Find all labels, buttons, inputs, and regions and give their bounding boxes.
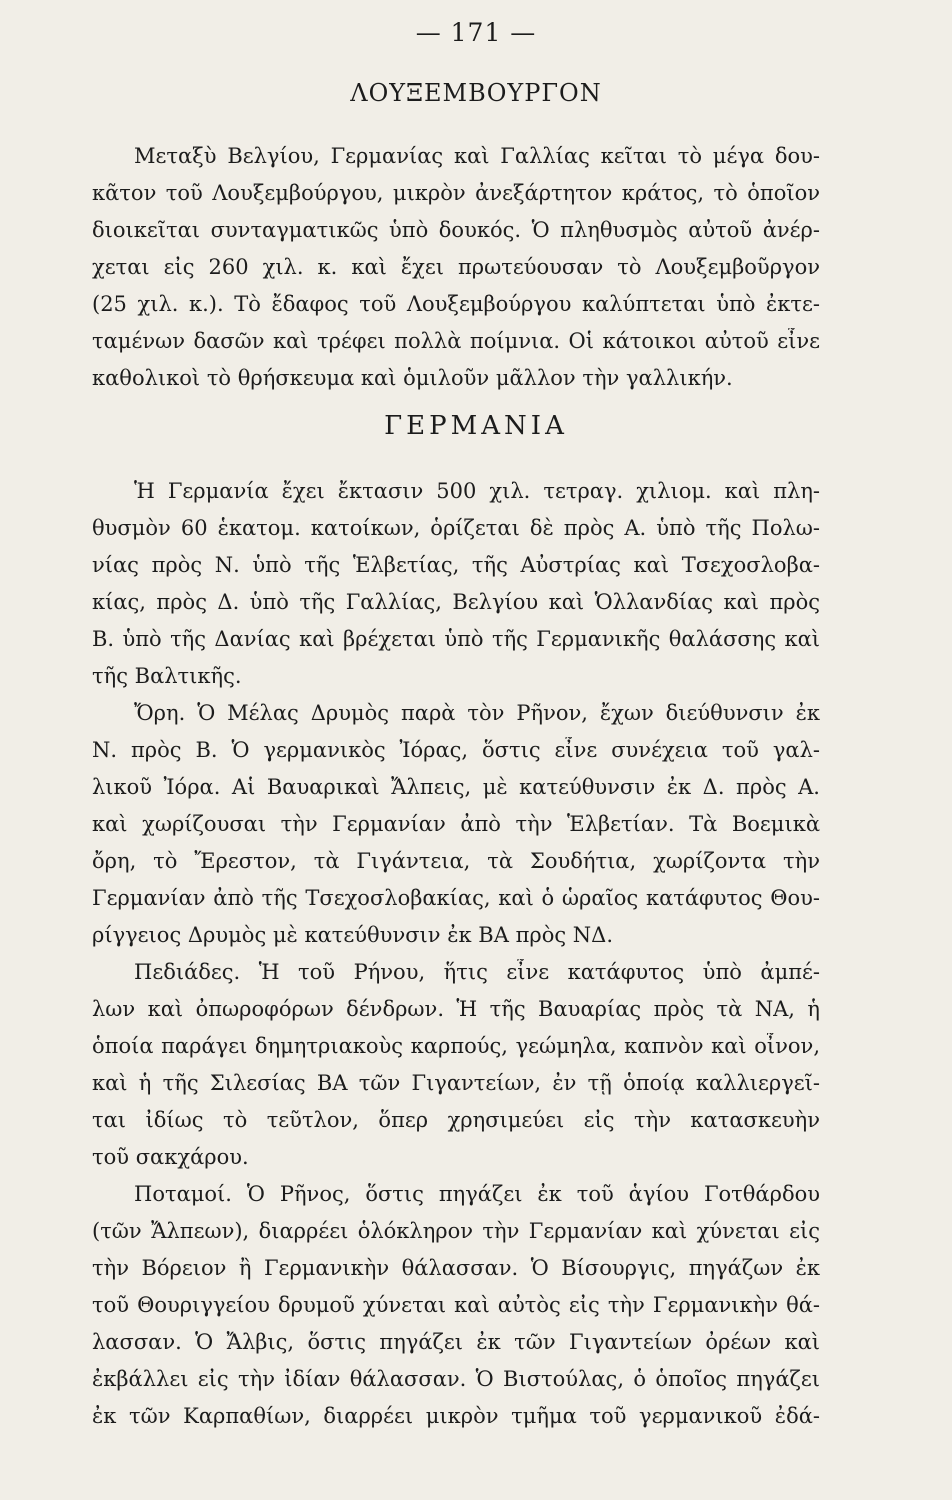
paragraph-line-ori: Ὄρη. Ὁ Μέλας Δρυμὸς παρὰ τὸν Ρῆνον, ἔχων διεύθυνσιν ἐκ xyxy=(134,701,820,725)
page-number: — 171 — xyxy=(415,18,537,47)
paragraph-line: καὶ χωρίζουσαι τὴν Γερμανίαν ἀπὸ τὴν Ἑλβετίαν. Τὰ Βοεμικὰ xyxy=(92,812,820,836)
paragraph-line: Β. ὑπὸ τῆς Δανίας καὶ βρέχεται ὑπὸ τῆς Γερμανικῆς θαλάσσης καὶ xyxy=(92,627,820,651)
paragraph-line: ρίγγειος Δρυμὸς μὲ κατεύθυνσιν ἐκ ΒΑ πρὸς ΝΔ. xyxy=(92,923,614,947)
paragraph-line: Μεταξὺ Βελγίου, Γερμανίας καὶ Γαλλίας κεῖται τὸ μέγα δου- xyxy=(134,144,820,168)
paragraph-line: Ν. πρὸς Β. Ὁ γερμανικὸς Ἰόρας, ὅστις εἶνε συνέχεια τοῦ γαλ- xyxy=(92,738,820,762)
paragraph-line: (25 χιλ. κ.). Τὸ ἔδαφος τοῦ Λουξεμβούργου καλύπτεται ὑπὸ ἐκτε- xyxy=(92,292,820,316)
paragraph-line: κίας, πρὸς Δ. ὑπὸ τῆς Γαλλίας, Βελγίου καὶ Ὁλλανδίας καὶ πρὸς xyxy=(92,590,820,614)
paragraph-line: νίας πρὸς Ν. ὑπὸ τῆς Ἑλβετίας, τῆς Αὐστρίας καὶ Τσεχοσλοβα- xyxy=(92,553,820,577)
section-title-luxembourg: ΛΟΥΞΕΜΒΟΥΡΓΟΝ xyxy=(350,79,602,107)
paragraph-line: χεται εἰς 260 χιλ. κ. καὶ ἔχει πρωτεύουσαν τὸ Λουξεμβοῦργον xyxy=(92,255,820,279)
paragraph-line-potamoi: Ποταμοί. Ὁ Ρῆνος, ὅστις πηγάζει ἐκ τοῦ ἁγίου Γοτθάρδου xyxy=(134,1182,820,1206)
paragraph-line: λων καὶ ὀπωροφόρων δένδρων. Ἡ τῆς Βαυαρίας πρὸς τὰ ΝΑ, ἡ xyxy=(92,997,820,1021)
paragraph-line: διοικεῖται συνταγματικῶς ὑπὸ δουκός. Ὁ πληθυσμὸς αὐτοῦ ἀνέρ- xyxy=(92,218,820,242)
paragraph-line: ται ἰδίως τὸ τεῦτλον, ὅπερ χρησιμεύει εἰς τὴν κατασκευὴν xyxy=(92,1108,820,1132)
paragraph-line: Γερμανίαν ἀπὸ τῆς Τσεχοσλοβακίας, καὶ ὁ ὡραῖος κατάφυτος Θου- xyxy=(92,886,820,910)
paragraph-line: θυσμὸν 60 ἑκατομ. κατοίκων, ὁρίζεται δὲ πρὸς Α. ὑπὸ τῆς Πολω- xyxy=(92,516,820,540)
paragraph-line: τὴν Βόρειον ἢ Γερμανικὴν θάλασσαν. Ὁ Βίσουργις, πηγάζων ἐκ xyxy=(92,1256,820,1280)
paragraph-line: ὄρη, τὸ Ἔρεστον, τὰ Γιγάντεια, τὰ Σουδήτια, χωρίζοντα τὴν xyxy=(92,849,820,873)
paragraph-line: ἐκβάλλει εἰς τὴν ἰδίαν θάλασσαν. Ὁ Βιστούλας, ὁ ὁποῖος πηγάζει xyxy=(92,1367,820,1391)
paragraph-line: τῆς Βαλτικῆς. xyxy=(92,664,242,688)
paragraph-line: ταμένων δασῶν καὶ τρέφει πολλὰ ποίμνια. Οἱ κάτοικοι αὐτοῦ εἶνε xyxy=(92,329,820,353)
paragraph-line: τοῦ Θουριγγείου δρυμοῦ χύνεται καὶ αὐτὸς εἰς τὴν Γερμανικὴν θά- xyxy=(92,1293,820,1317)
paragraph-line: ἐκ τῶν Καρπαθίων, διαρρέει μικρὸν τμῆμα τοῦ γερμανικοῦ ἐδά- xyxy=(92,1404,820,1428)
paragraph-line: καὶ ἡ τῆς Σιλεσίας ΒΑ τῶν Γιγαντείων, ἐν τῇ ὁποίᾳ καλλιεργεῖ- xyxy=(92,1071,820,1095)
paragraph-line: κᾶτον τοῦ Λουξεμβούργου, μικρὸν ἀνεξάρτητον κράτος, τὸ ὁποῖον xyxy=(92,181,820,205)
paragraph-line-pediades: Πεδιάδες. Ἡ τοῦ Ρήνου, ἥτις εἶνε κατάφυτος ὑπὸ ἀμπέ- xyxy=(134,960,820,984)
paragraph-line: καθολικοὶ τὸ θρήσκευμα καὶ ὁμιλοῦν μᾶλλον τὴν γαλλικήν. xyxy=(92,366,733,390)
paragraph-line: ὁποία παράγει δημητριακοὺς καρπούς, γεώμηλα, καπνὸν καὶ οἶνον, xyxy=(92,1034,820,1058)
paragraph-line: λασσαν. Ὁ Ἄλβις, ὅστις πηγάζει ἐκ τῶν Γιγαντείων ὀρέων καὶ xyxy=(92,1330,820,1354)
section-title-germany: ΓΕΡΜΑΝΙΑ xyxy=(384,411,568,441)
paragraph-line: (τῶν Ἄλπεων), διαρρέει ὁλόκληρον τὴν Γερμανίαν καὶ χύνεται εἰς xyxy=(92,1219,820,1243)
paragraph-line: Ἡ Γερμανία ἔχει ἔκτασιν 500 χιλ. τετραγ. χιλιομ. καὶ πλη- xyxy=(134,479,820,503)
paragraph-line: λικοῦ Ἰόρα. Αἱ Βαυαρικαὶ Ἄλπεις, μὲ κατεύθυνσιν ἐκ Δ. πρὸς Α. xyxy=(92,775,820,799)
paragraph-line: τοῦ σακχάρου. xyxy=(92,1145,249,1169)
